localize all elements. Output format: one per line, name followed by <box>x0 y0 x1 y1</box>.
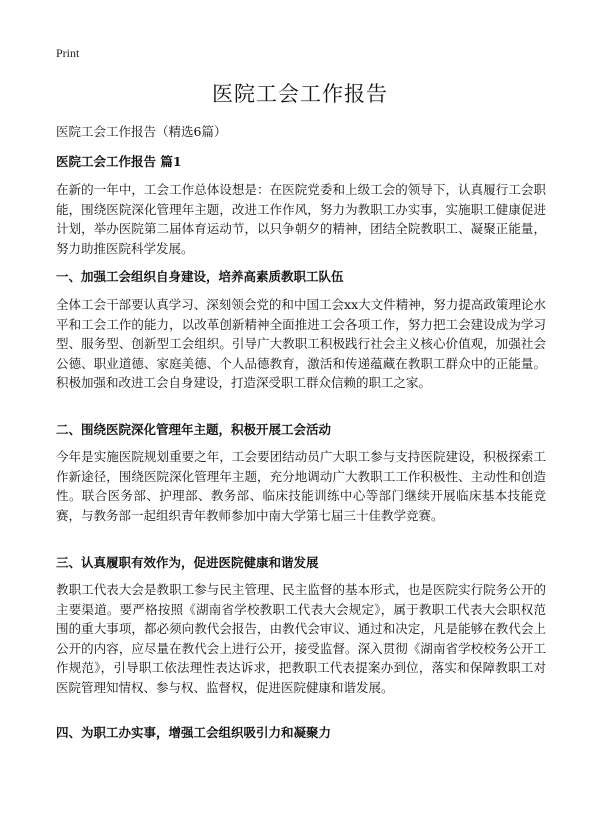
intro-paragraph: 在新的一年中，工会工作总体设想是：在医院党委和上级工会的领导下，认真履行工会职能，围绕医院深化管理年主题，改进工作作风，努力为教职工办实事，实施职工健康促进计划，举办医院第二届体育运动节，以只争朝夕的精神，团结全院教职工、凝聚正能量，努力助推医院科学发展。 <box>56 182 546 256</box>
document-subtitle: 医院工会工作报告（精选6篇） <box>56 124 227 139</box>
section-heading-3: 三、认真履职有效作为，促进医院健康和谐发展 <box>56 555 319 570</box>
section-heading-2: 二、围绕医院深化管理年主题，积极开展工会活动 <box>56 422 332 437</box>
section-body-3: 教职工代表大会是教职工参与民主管理、民主监督的基本形式，也是医院实行院务公开的主要渠道。要严格按照《湖南省学校教职工代表大会规定》，属于教职工代表大会职权范围的重大事项，都必须向教代会报告，由教代会审议、通过和决定，凡是能够在教代会上公开的内容，应尽量在教代会上进行公开，接受监督。深入贯彻《湖南省学校校务公开工作规范》，引导职工依法理性表达诉求，把教职工代表提案办到位，落实和保障教职工对医院管理知情权、参与权、监督权，促进医院健康和谐发展。 <box>56 582 546 695</box>
section-heading-4: 四、为职工办实事，增强工会组织吸引力和凝聚力 <box>56 725 332 740</box>
section-body-1: 全体工会干部要认真学习、深刻领会党的和中国工会xx大文件精神，努力提高政策理论水平和工会工作的能力，以改革创新精神全面推进工会各项工作，努力把工会建设成为学习型、服务型、创新型工会组织。引导广大教职工积极践行社会主义核心价值观，加强社会公德、职业道德、家庭美德、个人品德教育，激活和传递蕴藏在教职工群众中的正能量。积极加强和改进工会自身建设，打造深受职工群众信赖的职工之家。 <box>56 297 546 391</box>
document-title: 医院工会工作报告 <box>212 82 388 106</box>
section-body-2: 今年是实施医院规划重要之年，工会要团结动员广大职工参与支持医院建设，积极探索工作新途径，围绕医院深化管理年主题，充分地调动广大教职工工作积极性、主动性和创造性。联合医务部、护理部、教务部、临床技能训练中心等部门继续开展临床基本技能竞赛，与教务部一起组织青年教师参加中南大学第七届三十佳教学竞赛。 <box>56 449 546 523</box>
print-label: Print <box>56 46 80 60</box>
article-heading: 医院工会工作报告 篇1 <box>56 154 182 169</box>
section-heading-1: 一、加强工会组织自身建设，培养高素质教职工队伍 <box>56 269 344 284</box>
